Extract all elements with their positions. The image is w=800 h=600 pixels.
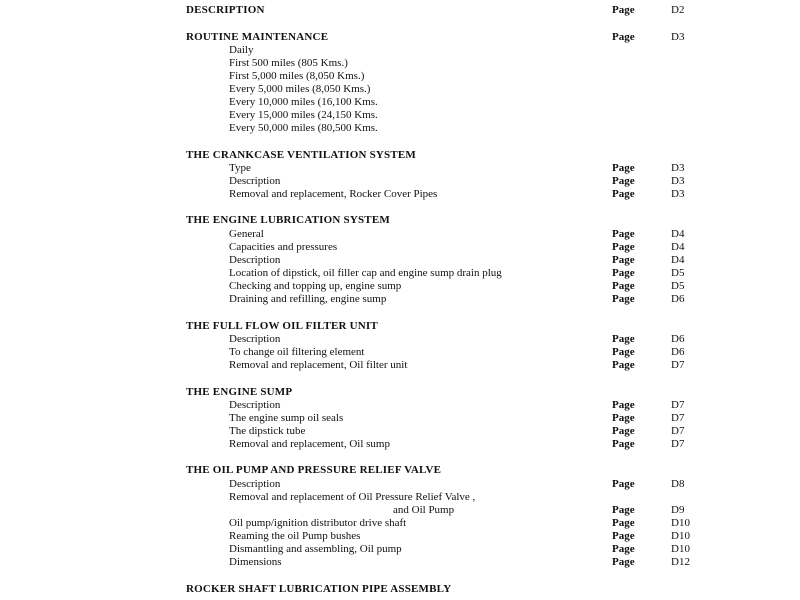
page-label: Page: [612, 359, 635, 371]
toc-heading: THE ENGINE SUMP: [186, 386, 293, 398]
page-number: D7: [671, 412, 685, 424]
toc-item: Daily: [229, 44, 254, 56]
page-label: Page: [612, 438, 635, 450]
toc-item: First 500 miles (805 Kms.): [229, 57, 348, 69]
toc-item: Oil pump/ignition distributor drive shaft: [229, 517, 407, 529]
toc-item: Dismantling and assembling, Oil pump: [229, 543, 402, 555]
page-number: D7: [671, 399, 685, 411]
page-number: D5: [671, 280, 685, 292]
page-number: D3: [671, 175, 685, 187]
page-number: D10: [671, 517, 690, 529]
toc-item: Every 5,000 miles (8,050 Kms.): [229, 83, 371, 95]
page-number: D3: [671, 162, 685, 174]
page-label: Page: [612, 399, 635, 411]
page-number: D9: [671, 504, 685, 516]
toc-heading: THE OIL PUMP AND PRESSURE RELIEF VALVE: [186, 464, 442, 476]
toc-item: Removal and replacement, Oil sump: [229, 438, 390, 450]
page-label: Page: [612, 412, 635, 424]
toc-item: Type: [229, 162, 251, 174]
page-number: D12: [671, 556, 690, 568]
toc-item: Description: [229, 254, 281, 266]
page-label: Page: [612, 162, 635, 174]
page-label: Page: [612, 175, 635, 187]
toc-heading: THE FULL FLOW OIL FILTER UNIT: [186, 320, 378, 332]
page-label: Page: [612, 4, 635, 16]
toc-item: Description: [229, 175, 281, 187]
page-number: D3: [671, 31, 685, 43]
toc-heading: DESCRIPTION: [186, 4, 265, 16]
page-label: Page: [612, 504, 635, 516]
page-number: D6: [671, 293, 685, 305]
page-label: Page: [612, 293, 635, 305]
page-label: Page: [612, 31, 635, 43]
page-label: Page: [612, 346, 635, 358]
page-label: Page: [612, 267, 635, 279]
page-label: Page: [612, 254, 635, 266]
page-number: D2: [671, 4, 685, 16]
toc-item: First 5,000 miles (8,050 Kms.): [229, 70, 365, 82]
page-label: Page: [612, 478, 635, 490]
toc-item-continuation: and Oil Pump: [393, 504, 455, 516]
toc-item: Every 15,000 miles (24,150 Kms.: [229, 109, 378, 121]
toc-item: General: [229, 228, 264, 240]
toc-item: Removal and replacement, Oil filter unit: [229, 359, 408, 371]
page-number: D7: [671, 359, 685, 371]
page-number: D10: [671, 543, 690, 555]
toc-item: Every 10,000 miles (16,100 Kms.: [229, 96, 378, 108]
toc-item: Every 50,000 miles (80,500 Kms.: [229, 122, 378, 134]
toc-heading: ROCKER SHAFT LUBRICATION PIPE ASSEMBLY: [186, 583, 452, 595]
page-label: Page: [612, 543, 635, 555]
toc-item: The dipstick tube: [229, 425, 306, 437]
page-label: Page: [612, 530, 635, 542]
toc-heading: THE CRANKCASE VENTILATION SYSTEM: [186, 149, 417, 161]
page-label: Page: [612, 517, 635, 529]
page-number: D4: [671, 228, 685, 240]
toc-item: Checking and topping up, engine sump: [229, 280, 402, 292]
toc-heading: THE ENGINE LUBRICATION SYSTEM: [186, 214, 390, 226]
toc-item: Reaming the oil Pump bushes: [229, 530, 361, 542]
toc-item: Removal and replacement of Oil Pressure Relief Valve ,: [229, 491, 476, 503]
page-label: Page: [612, 556, 635, 568]
page-label: Page: [612, 228, 635, 240]
toc-item: Description: [229, 399, 281, 411]
page-number: D6: [671, 333, 685, 345]
toc-heading: ROUTINE MAINTENANCE: [186, 31, 329, 43]
toc-item: Capacities and pressures: [229, 241, 338, 253]
toc-item: The engine sump oil seals: [229, 412, 344, 424]
toc-item: Removal and replacement, Rocker Cover Pipes: [229, 188, 438, 200]
toc-item: Dimensions: [229, 556, 282, 568]
toc-item: Description: [229, 478, 281, 490]
page-label: Page: [612, 241, 635, 253]
page-number: D5: [671, 267, 685, 279]
page-number: D10: [671, 530, 690, 542]
page-number: D4: [671, 254, 685, 266]
toc-item: To change oil filtering element: [229, 346, 365, 358]
page-label: Page: [612, 188, 635, 200]
page-label: Page: [612, 425, 635, 437]
toc-item: Draining and refilling, engine sump: [229, 293, 387, 305]
page-number: D4: [671, 241, 685, 253]
page-label: Page: [612, 333, 635, 345]
page-label: Page: [612, 280, 635, 292]
page-number: D6: [671, 346, 685, 358]
toc-item: Description: [229, 333, 281, 345]
page-number: D8: [671, 478, 685, 490]
page-number: D7: [671, 425, 685, 437]
page-number: D7: [671, 438, 685, 450]
page-number: D3: [671, 188, 685, 200]
toc-item: Location of dipstick, oil filler cap and engine sump drain plug: [229, 267, 502, 279]
